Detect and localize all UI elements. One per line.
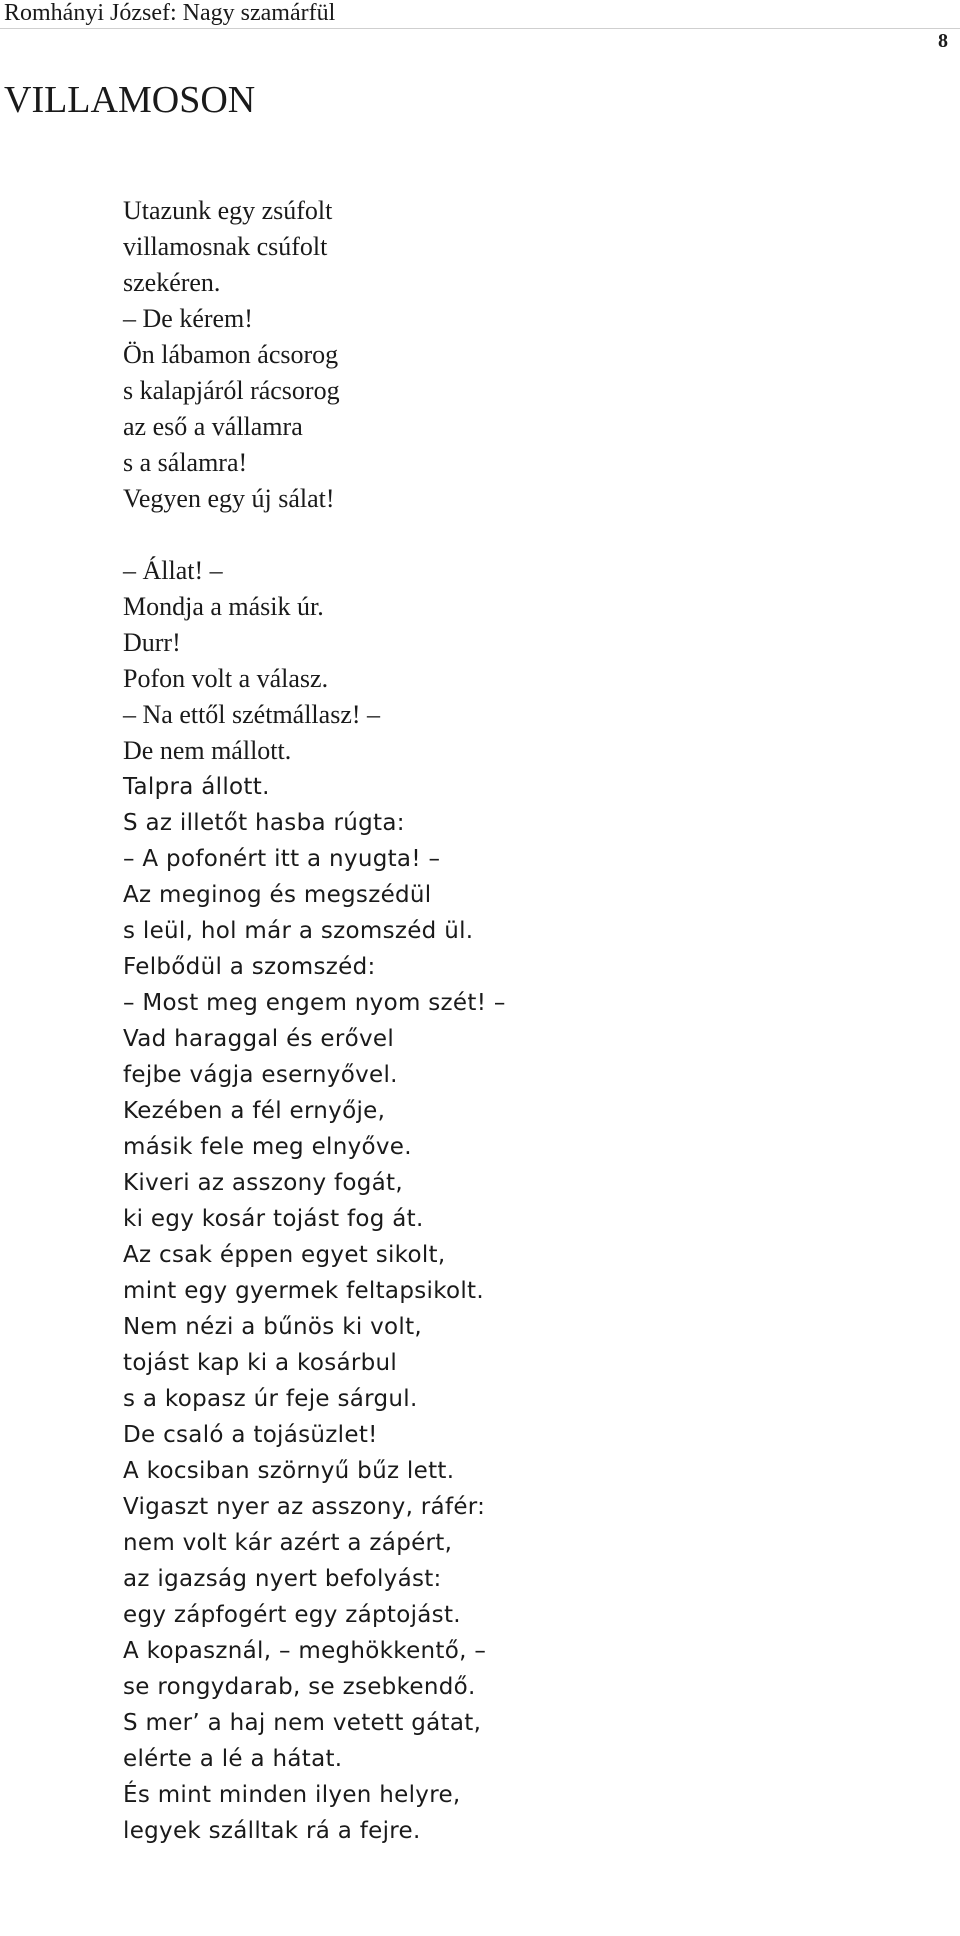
stanza-1 (123, 193, 923, 517)
page-number: 8 (938, 30, 948, 52)
poem-line: Pofon volt a válasz. (123, 664, 329, 693)
running-title: Romhányi József: Nagy szamárfül (4, 0, 336, 26)
poem-line: Vad haraggal és erővel (123, 1026, 395, 1052)
poem-line: Nem nézi a bűnös ki volt, (123, 1314, 423, 1340)
poem-line: egy zápfogért egy záptojást. (123, 1602, 461, 1628)
poem-line: szekéren. (123, 268, 221, 297)
poem-line: A kocsiban szörnyű bűz lett. (123, 1458, 455, 1484)
poem-line: se rongydarab, se zsebkendő. (123, 1674, 476, 1700)
poem-line: – Na ettől szétmállasz! – (123, 700, 381, 729)
poem-line: – Állat! – (123, 556, 223, 585)
poem-line: másik fele meg elnyőve. (123, 1134, 412, 1160)
stanza-2-sans (123, 769, 923, 1849)
poem-line: az eső a vállamra (123, 412, 303, 441)
poem-line: mint egy gyermek feltapsikolt. (123, 1278, 484, 1304)
poem-line: – Most meg engem nyom szét! – (123, 990, 506, 1016)
poem-line: s a kopasz úr feje sárgul. (123, 1386, 418, 1412)
poem-line: fejbe vágja esernyővel. (123, 1062, 398, 1088)
poem-line: Vegyen egy új sálat! (123, 484, 335, 513)
poem-line: – A pofonért itt a nyugta! – (123, 846, 441, 872)
stanza-2-serif (123, 553, 923, 769)
poem-line: tojást kap ki a kosárbul (123, 1350, 398, 1376)
poem-line: Kiveri az asszony fogát, (123, 1170, 403, 1196)
poem-line: az igazság nyert befolyást: (123, 1566, 442, 1592)
poem-line: legyek szálltak rá a fejre. (123, 1818, 421, 1844)
poem-line: s leül, hol már a szomszéd ül. (123, 918, 474, 944)
poem-line: És mint minden ilyen helyre, (123, 1782, 461, 1808)
poem-line: s a sálamra! (123, 448, 248, 477)
poem-line: – De kérem! (123, 304, 253, 333)
poem-line: s kalapjáról rácsorog (123, 376, 340, 405)
poem-line: S az illetőt hasba rúgta: (123, 810, 405, 836)
poem-line: villamosnak csúfolt (123, 232, 328, 261)
poem-line: A kopasznál, – meghökkentő, – (123, 1638, 487, 1664)
poem-line: Durr! (123, 628, 181, 657)
poem-line: De csaló a tojásüzlet! (123, 1422, 378, 1448)
poem-line: nem volt kár azért a zápért, (123, 1530, 453, 1556)
poem-title: VILLAMOSON (4, 79, 256, 121)
poem-line: Mondja a másik úr. (123, 592, 324, 621)
poem-line: Utazunk egy zsúfolt (123, 196, 333, 225)
header-divider (0, 28, 960, 29)
poem-line: elérte a lé a hátat. (123, 1746, 343, 1772)
stanza-break (123, 517, 923, 553)
poem-body (123, 193, 923, 1849)
poem-line: Az meginog és megszédül (123, 882, 432, 908)
poem-line: Talpra állott. (123, 774, 270, 800)
poem-line: Ön lábamon ácsorog (123, 340, 339, 369)
poem-line: Vigaszt nyer az asszony, ráfér: (123, 1494, 486, 1520)
poem-line: ki egy kosár tojást fog át. (123, 1206, 424, 1232)
poem-line: Kezében a fél ernyője, (123, 1098, 386, 1124)
poem-line: De nem mállott. (123, 736, 292, 765)
poem-line: S mer’ a haj nem vetett gátat, (123, 1710, 482, 1736)
poem-line: Az csak éppen egyet sikolt, (123, 1242, 446, 1268)
poem-line: Felbődül a szomszéd: (123, 954, 376, 980)
